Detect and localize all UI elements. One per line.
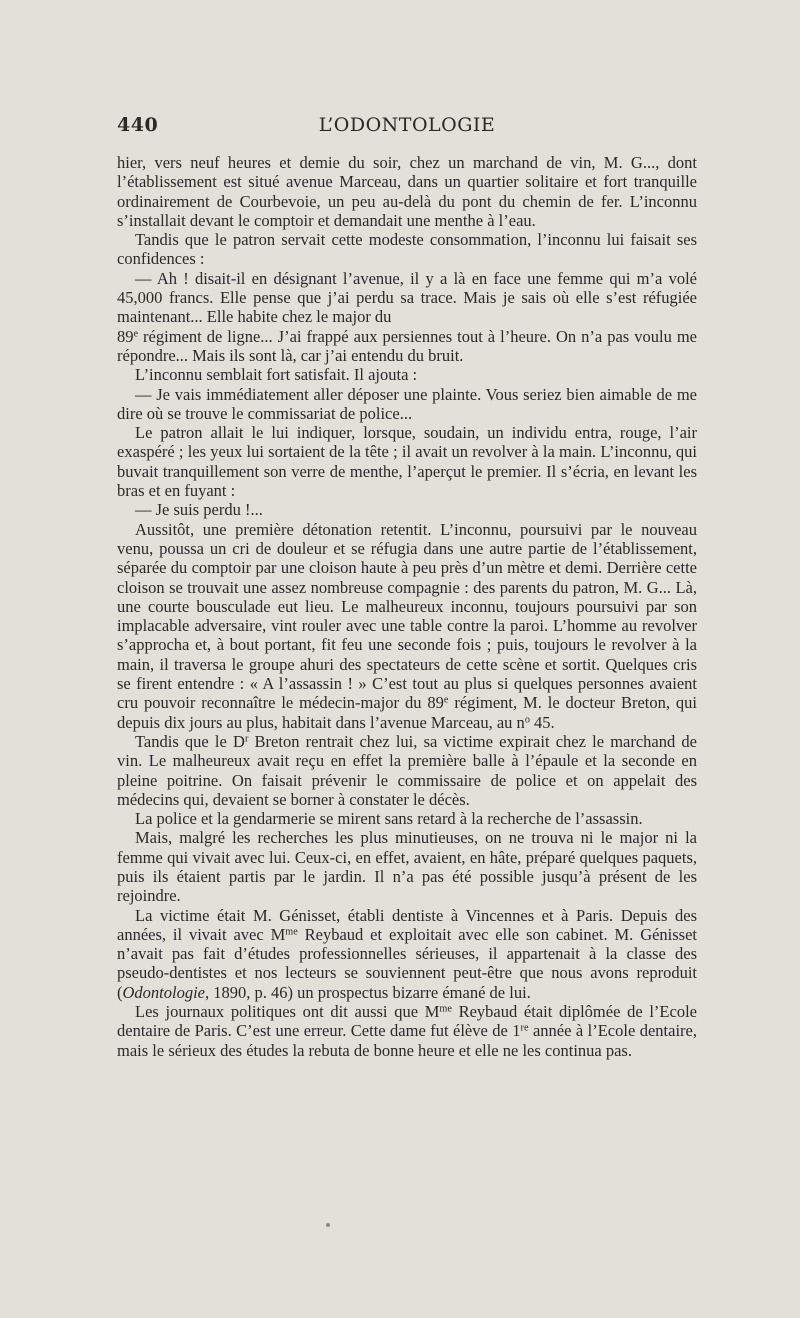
superscript: o xyxy=(524,713,530,725)
paragraph: Mais, malgré les recherches les plus minutieuses, on ne trouva ni le major ni la femme qui vivait avec lui. Ceux-ci, en effet, avaient, en hâte, préparé quelques paquets, puis ils étaient partis par le jardin. Il n’a pas été possible jusqu’à présent de les rejoindre. xyxy=(117,828,697,906)
paragraph xyxy=(117,327,697,366)
text-run: Aussitôt, une première détonation retentit. L’inconnu, poursuivi par le nouveau venu, poussa un cri de douleur et se réfugia dans une autre partie de l’établissement, séparée du comptoir par une cloison haute à peu près d’un mètre et demi. Derrière cette cloison se trouvait une assez nombreuse compagnie : des parents du patron, M. G... Là, une courte bousculade eut lieu. Le malheureux inconnu, toujours poursuivi par son implacable adversaire, vint rouler avec une table contre la paroi. L’homme au revolver s’approcha et, à bout portant, fit feu une seconde fois ; puis, toujours le revolver à la main, il traversa le groupe ahuri des spectateurs de cette scène et sortit. Quelques cris se firent entendre : « A l’assassin ! » C’est tout au plus si quelques personnes avaient cru pouvoir reconnaître le médecin-major du 89 xyxy=(117,519,697,713)
paragraph xyxy=(117,906,697,1002)
text-run: Breton rentrait chez lui, sa victime expirait chez le marchand de vin. Le malheureux avait reçu en effet la première balle à l’épaule et la seconde en pleine poitrine. On faisait prévenir le commissaire de police et on appelait des médecins qui, devaient se borner à constater le décès. xyxy=(117,731,698,809)
article-body xyxy=(117,153,697,1060)
page-header xyxy=(117,114,697,140)
paragraph: — Je suis perdu !... xyxy=(135,500,263,520)
page-number: 440 xyxy=(117,114,159,136)
paragraph: — Je vais immédiatement aller déposer une plainte. Vous seriez bien aimable de me dire où se trouve le commissariat de police... xyxy=(117,384,697,423)
text-run: Reybaud était diplômée de l’Ecole dentaire de Paris. C’est une erreur. Cette dame fut élève de 1 xyxy=(117,1002,697,1041)
text-run: Reybaud et exploitait avec elle son cabinet. M. Génisset n’avait pas fait d’études professionnelles sérieuses, il appartenait à la classe des pseudo-dentistes et nos lecteurs se souviennent peut-être que nous avons reproduit ( xyxy=(117,924,698,1002)
paragraph xyxy=(117,732,697,809)
ink-speck xyxy=(326,1223,330,1227)
superscript: e xyxy=(133,328,139,340)
text-run: 45. xyxy=(529,712,555,732)
paragraph: La police et la gendarmerie se mirent sans retard à la recherche de l’assassin. xyxy=(135,809,643,829)
journal-title: Odontologie xyxy=(122,982,205,1002)
text-run: Tandis que le D xyxy=(135,731,245,751)
paragraph: Tandis que le patron servait cette modeste consommation, l’inconnu lui faisait ses confidences : xyxy=(117,230,697,269)
paragraph: hier, vers neuf heures et demie du soir, chez un marchand de vin, M. G..., dont l’établissement est situé avenue Marceau, dans un quartier solitaire et fort tranquille ordinairement de Courbevoie, un peu au-delà du pont du chemin de fer. L’inconnu s’installait devant le comptoir et demandait une menthe à l’eau. xyxy=(117,153,697,230)
superscript: me xyxy=(285,926,298,938)
text-run: année à l’Ecole dentaire, mais le sérieux des études la rebuta de bonne heure et elle ne les continua pas. xyxy=(117,1021,697,1060)
paragraph: — Ah ! disait-il en désignant l’avenue, il y a là en face une femme qui m’a volé 45,000 francs. Elle pense que j’ai perdu sa trace. Mais je sais où elle s’est réfugiée maintenant... Elle habite chez le major du xyxy=(117,268,697,327)
running-title: L’ODONTOLOGIE xyxy=(318,114,496,136)
superscript: r xyxy=(244,733,249,745)
paragraph: L’inconnu semblait fort satisfait. Il ajouta : xyxy=(135,365,418,385)
text-run: 89 xyxy=(117,326,134,346)
paragraph xyxy=(117,1002,697,1060)
superscript: re xyxy=(520,1022,529,1034)
text-run: régiment, M. le docteur Breton, qui depuis dix jours au plus, habitait dans l’avenue Marceau, au n xyxy=(117,693,697,732)
paragraph xyxy=(117,520,697,732)
text-run: régiment de ligne... J’ai frappé aux persiennes tout à l’heure. On n’a pas voulu me répondre... Mais ils sont là, car j’ai entendu du bruit. xyxy=(117,326,697,365)
text-run: Les journaux politiques ont dit aussi que M xyxy=(135,1002,440,1022)
superscript: e xyxy=(443,694,449,706)
text-run: , 1890, p. 46) un prospectus bizarre émané de lui. xyxy=(205,982,531,1002)
paragraph: Le patron allait le lui indiquer, lorsque, soudain, un individu entra, rouge, l’air exaspéré ; les yeux lui sortaient de la tête ; il avait un revolver à la main. L’inconnu, qui buvait tranquillement son verre de menthe, l’aperçut le premier. Il s’écria, en levant les bras et en fuyant : xyxy=(117,423,697,501)
superscript: me xyxy=(439,1003,452,1015)
text-run: La victime était M. Génisset, établi dentiste à Vincennes et à Paris. Depuis des années, il vivait avec M xyxy=(117,905,697,944)
